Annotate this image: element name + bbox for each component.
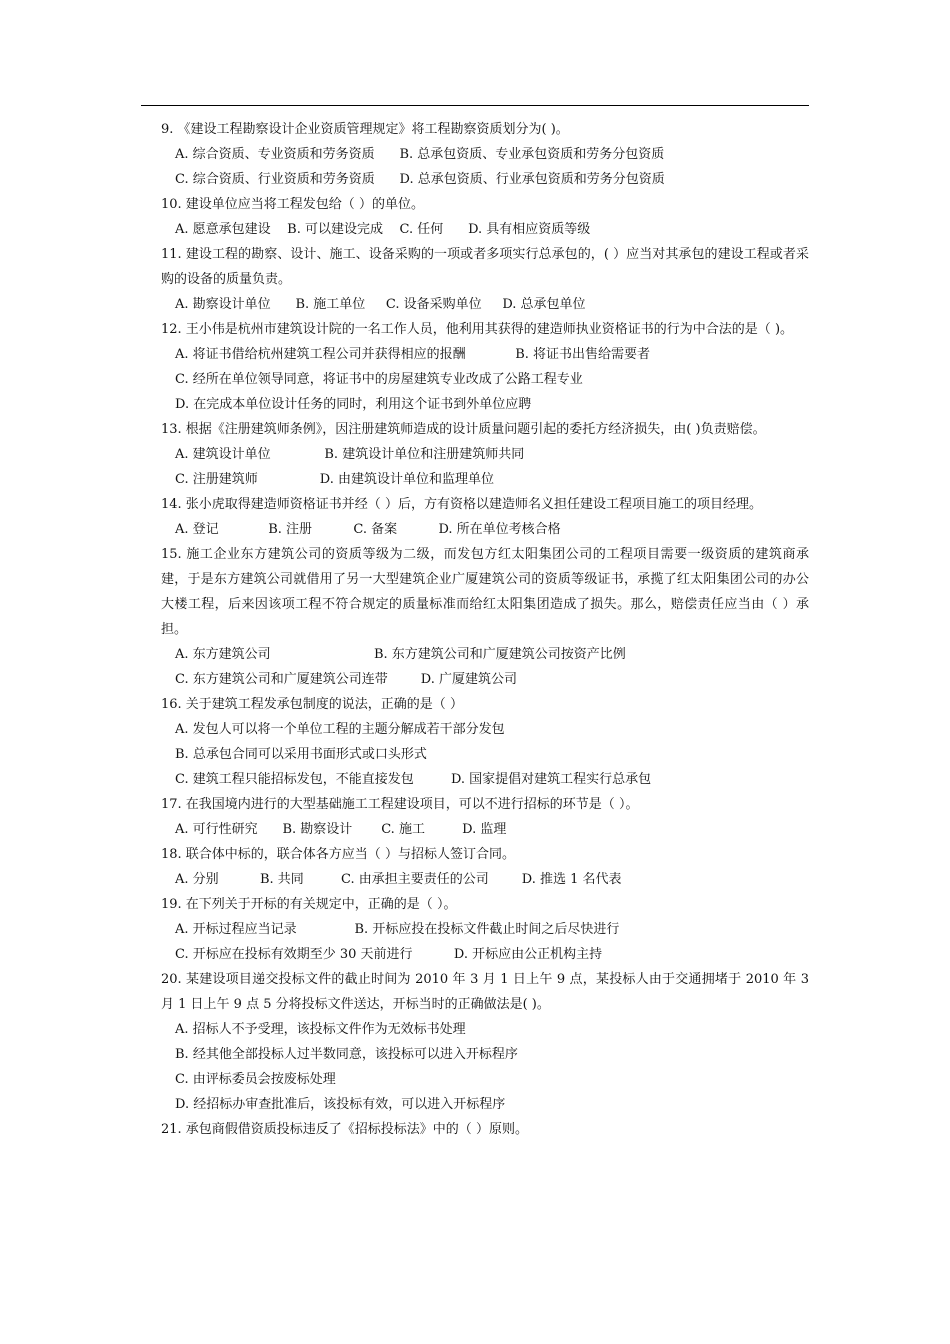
answer-options: A. 发包人可以将一个单位工程的主题分解成若干部分发包 — [175, 722, 505, 737]
question-block — [161, 317, 809, 417]
question-block — [161, 1117, 809, 1142]
question-block — [161, 967, 809, 1117]
question-text: 13. 根据《注册建筑师条例》，因注册建筑师造成的设计质量问题引起的委托方经济损失，由( )负责赔偿。 — [161, 422, 766, 437]
answer-options: A. 愿意承包建设 B. 可以建设完成 C. 任何 D. 具有相应资质等级 — [175, 222, 591, 237]
answer-options: C. 东方建筑公司和广厦建筑公司连带 D. 广厦建筑公司 — [175, 672, 518, 687]
answer-options: A. 登记 B. 注册 C. 备案 D. 所在单位考核合格 — [175, 522, 561, 537]
question-block — [161, 492, 809, 542]
question-list — [161, 117, 809, 1142]
answer-options: C. 注册建筑师 D. 由建筑设计单位和监理单位 — [175, 472, 494, 487]
question-text: 12. 王小伟是杭州市建筑设计院的一名工作人员，他利用其获得的建造师执业资格证书的行为中合法的是（ )。 — [161, 322, 794, 337]
header-rule — [141, 105, 809, 106]
question-block — [161, 242, 809, 317]
answer-options: C. 建筑工程只能招标发包，不能直接发包 D. 国家提倡对建筑工程实行总承包 — [175, 772, 652, 787]
answer-options: C. 开标应在投标有效期至少 30 天前进行 D. 开标应由公正机构主持 — [175, 947, 603, 962]
question-text: 20. 某建设项目递交投标文件的截止时间为 2010 年 3 月 1 日上午 9 点，某投标人由于交通拥堵于 2010 年 3 月 1 日上午 9 点 5 分将投标文件送达，开标当时的正确做法是( )。 — [161, 972, 809, 1012]
question-block — [161, 842, 809, 892]
question-text: 16. 关于建筑工程发承包制度的说法，正确的是（ ） — [161, 697, 463, 712]
question-text: 18. 联合体中标的，联合体各方应当（ ）与招标人签订合同。 — [161, 847, 515, 862]
question-text: 19. 在下列关于开标的有关规定中，正确的是（ ）。 — [161, 897, 457, 912]
answer-options: A. 分别 B. 共同 C. 由承担主要责任的公司 D. 推选 1 名代表 — [175, 872, 622, 887]
answer-options: C. 综合资质、行业资质和劳务资质 D. 总承包资质、行业承包资质和劳务分包资质 — [175, 172, 665, 187]
question-text: 17. 在我国境内进行的大型基础施工工程建设项目，可以不进行招标的环节是（ ）。 — [161, 797, 639, 812]
question-text: 21. 承包商假借资质投标违反了《招标投标法》中的（ ）原则。 — [161, 1122, 528, 1137]
question-block — [161, 792, 809, 842]
answer-options: C. 由评标委员会按废标处理 — [175, 1072, 336, 1087]
answer-options: A. 开标过程应当记录 B. 开标应投在投标文件截止时间之后尽快进行 — [175, 922, 620, 937]
question-block — [161, 692, 809, 792]
answer-options: A. 可行性研究 B. 勘察设计 C. 施工 D. 监理 — [175, 822, 507, 837]
question-block — [161, 892, 809, 967]
question-text: 11. 建设工程的勘察、设计、施工、设备采购的一项或者多项实行总承包的，( ）应当对其承包的建设工程或者采购的设备的质量负责。 — [161, 247, 809, 287]
question-block — [161, 117, 809, 192]
answer-options: C. 经所在单位领导同意，将证书中的房屋建筑专业改成了公路工程专业 — [175, 372, 583, 387]
answer-options: A. 建筑设计单位 B. 建筑设计单位和注册建筑师共同 — [175, 447, 525, 462]
question-text: 15. 施工企业东方建筑公司的资质等级为二级，而发包方红太阳集团公司的工程项目需要一级资质的建筑商承建，于是东方建筑公司就借用了另一大型建筑企业广厦建筑公司的资质等级证书，承揽了红太阳集团公司的办公大楼工程，后来因该项工程不符合规定的质量标准而给红太阳集团造成了损失。那么，赔偿责任应当由（ ）承担。 — [161, 547, 809, 637]
answer-options: B. 经其他全部投标人过半数同意，该投标可以进入开标程序 — [175, 1047, 518, 1062]
question-block — [161, 542, 809, 692]
answer-options: A. 勘察设计单位 B. 施工单位 C. 设备采购单位 D. 总承包单位 — [175, 297, 586, 312]
answer-options: B. 总承包合同可以采用书面形式或口头形式 — [175, 747, 427, 762]
question-text: 9. 《建设工程勘察设计企业资质管理规定》将工程勘察资质划分为( )。 — [161, 122, 569, 137]
question-text: 10. 建设单位应当将工程发包给（ ）的单位。 — [161, 197, 424, 212]
answer-options: A. 将证书借给杭州建筑工程公司并获得相应的报酬 B. 将证书出售给需要者 — [175, 347, 651, 362]
answer-options: D. 经招标办审查批准后，该投标有效，可以进入开标程序 — [175, 1097, 506, 1112]
answer-options: A. 招标人不予受理，该投标文件作为无效标书处理 — [175, 1022, 466, 1037]
question-text: 14. 张小虎取得建造师资格证书并经（ ）后，方有资格以建造师名义担任建设工程项目施工的项目经理。 — [161, 497, 762, 512]
question-block — [161, 192, 809, 242]
answer-options: A. 综合资质、专业资质和劳务资质 B. 总承包资质、专业承包资质和劳务分包资质 — [175, 147, 665, 162]
answer-options: D. 在完成本单位设计任务的同时，利用这个证书到外单位应聘 — [175, 397, 532, 412]
answer-options: A. 东方建筑公司 B. 东方建筑公司和广厦建筑公司按资产比例 — [175, 647, 626, 662]
question-block — [161, 417, 809, 492]
